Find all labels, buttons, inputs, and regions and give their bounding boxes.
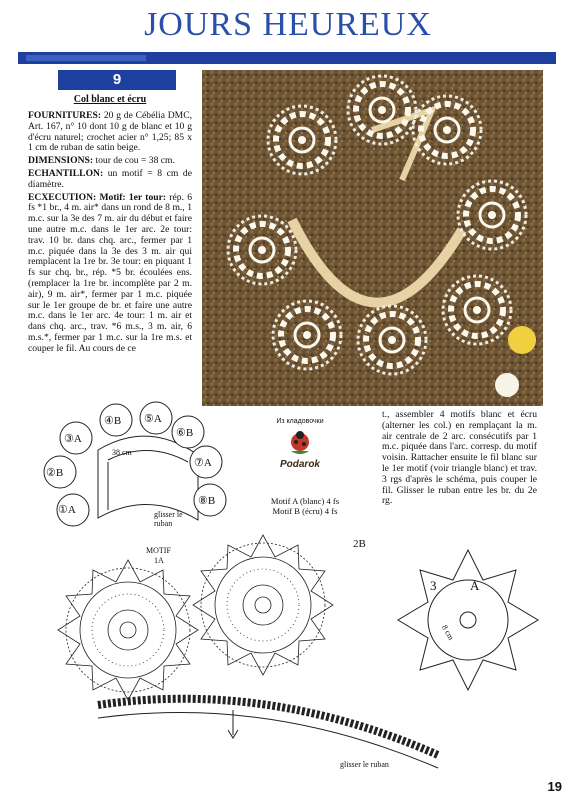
ribbon-label: glisser le ruban <box>154 510 183 528</box>
paragraph-label: ECXECUTION: Motif: 1er tour: <box>28 191 167 203</box>
instructions-column <box>28 70 192 390</box>
ribbon-label: glisser le ruban <box>340 760 389 769</box>
collar-photo-art <box>202 70 543 406</box>
motif-label: ⑧B <box>198 495 216 507</box>
motif-note-line: Motif A (blanc) 4 fs <box>270 496 340 506</box>
watermark-logo <box>255 418 345 478</box>
pattern-number: 9 <box>58 70 176 90</box>
motif-label: ④B <box>104 415 122 427</box>
header-bar <box>18 52 556 64</box>
motif-label: ②B <box>46 467 64 479</box>
crochet-chart <box>38 530 558 770</box>
pattern-subtitle: Col blanc et écru <box>73 94 147 105</box>
paragraph <box>28 193 192 355</box>
motif-label: ⑤A <box>144 413 162 425</box>
paragraph <box>28 156 192 167</box>
ladybug-icon <box>285 427 315 457</box>
paragraph-body: 20 g de Cébélia DMC, Art. 167, n° 10 dont 10 g de blanc et 10 g d'écru naturel; crochet acier n° 1,25; 85 x 1 cm de ruban de satin beige. <box>28 110 192 154</box>
header-bar-strip <box>26 55 146 61</box>
paragraph <box>28 111 192 154</box>
paragraph-body: un motif = 8 cm de diamètre. <box>28 167 192 190</box>
logo-name: Podarok <box>279 459 320 470</box>
instructions-continued: t., assembler 4 motifs blanc et écru (alterner les col.) en remplaçant la m. air centrale de 2 arc. consécutifs par 1 m.c. piquée dans l'arc. corresp. du motif voisin. Rattacher ensuite le fil blanc sur le 1er motif (voir triangle blanc) et trav. 3 rgs d'après le schéma, puis couper le fil. Glisser le ruban entre les br. du 2e rg. <box>382 409 537 507</box>
motif-chart-label: MOTIF <box>146 546 171 555</box>
paragraph-label: ECHANTILLON: <box>28 167 104 179</box>
magazine-title: JOURS HEUREUX <box>144 6 432 43</box>
logo-caption: Из кладовочки <box>276 418 324 425</box>
motif-chart-num: 3 <box>430 578 437 593</box>
motif-label: ①A <box>58 504 76 516</box>
paragraph-label: DIMENSIONS: <box>28 155 94 167</box>
motif-chart-id: 2B <box>353 538 366 550</box>
collar-photo <box>202 70 543 406</box>
collar-size-label: 38 cm <box>112 448 132 457</box>
motif-label: ③A <box>64 433 82 445</box>
motif-size-label: 8 cm <box>440 623 456 642</box>
paragraph <box>28 169 192 191</box>
motif-label: ⑥B <box>176 427 194 439</box>
instructions-text <box>28 111 192 355</box>
motif-label: ⑦A <box>194 457 212 469</box>
page-number: 19 <box>547 779 562 794</box>
motif-chart-id: 1A <box>154 556 164 565</box>
motif-note <box>255 496 355 516</box>
motif-chart-letter: A <box>470 578 480 593</box>
paragraph-body: tour de cou = 38 cm. <box>93 155 175 167</box>
motif-note-line: Motif B (écru) 4 fs <box>272 506 338 516</box>
paragraph-label: FOURNITURES: <box>28 110 102 121</box>
paragraph-body: rép. 6 fs *1 br., 4 m. air* dans un rond de 8 m., 1 m.c. sur la 3e des 7 m. air du début et faire une autre m.c. dans le 1er arc. 2e tour: trav. 10 br. dans chq. arc., fermer par 1 m.c. piquée dans la 3e des 3 m. air qui remplacent la 1re br. 3e tour: en piquant 1 fs sur chq. br., rép. *5 br. écoulées ens. (remplacer la 1re br. incomplète par 2 m. air), 9 m. air*, fermer par 1 m.c. piquée sur le 1er groupe de br. et faire une autre m.c. dans le 1er arc. 4e tour: 1 m. air et dans chq. arc., trav. *6 m.s., 3 m. air, 6 m.s.*, fermer par 1 m.c. sur la 1re m.s. et couper le fil. Au cours de ce <box>28 191 192 354</box>
